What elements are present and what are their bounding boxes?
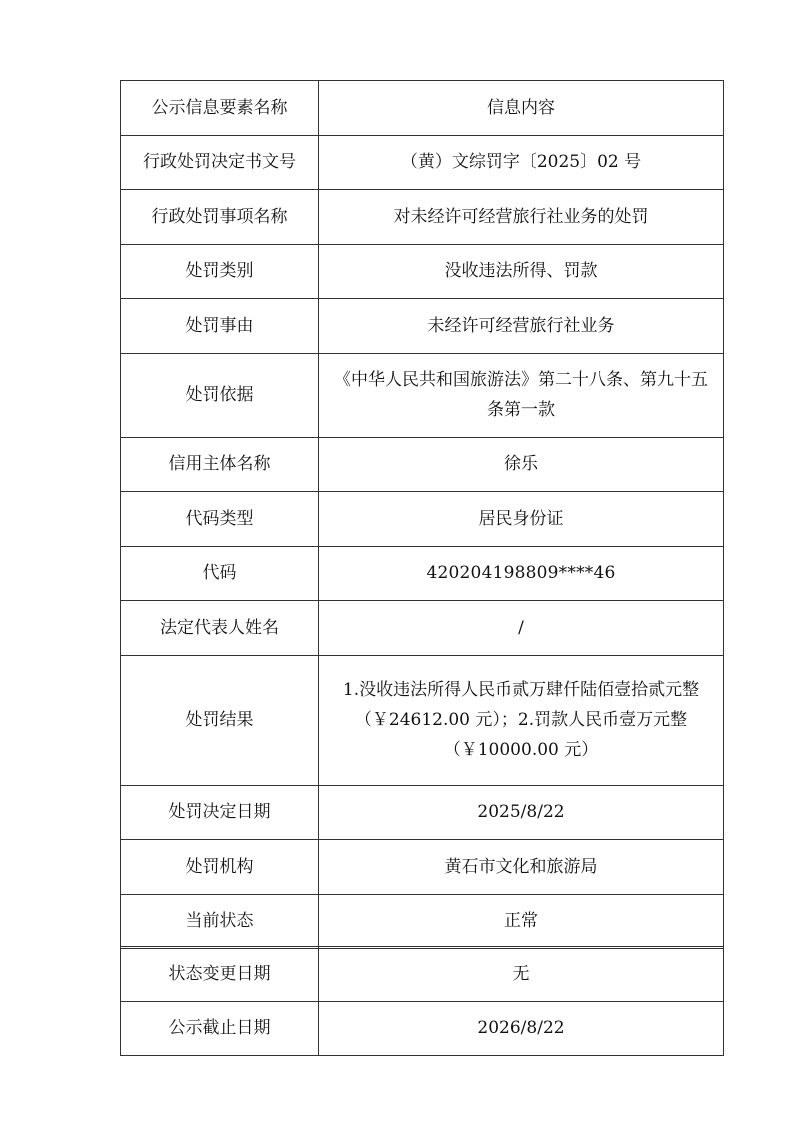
table-row <box>121 894 724 949</box>
table-row <box>121 135 724 190</box>
table-row <box>121 655 724 785</box>
field-value: / <box>319 601 724 656</box>
field-value: 对未经许可经营旅行社业务的处罚 <box>319 190 724 245</box>
penalty-info-table <box>120 80 724 949</box>
field-value: 居民身份证 <box>319 492 724 547</box>
field-label: 状态变更日期 <box>121 947 319 1002</box>
status-info-table <box>120 946 724 1056</box>
table-row <box>121 299 724 354</box>
field-value: （黄）文综罚字〔2025〕02 号 <box>319 135 724 190</box>
table-row <box>121 244 724 299</box>
table-row <box>121 947 724 1002</box>
field-label: 处罚结果 <box>121 655 319 785</box>
field-value: 无 <box>319 947 724 1002</box>
field-value: 徐乐 <box>319 437 724 492</box>
field-label: 当前状态 <box>121 894 319 949</box>
field-label: 行政处罚事项名称 <box>121 190 319 245</box>
field-value: 2025/8/22 <box>319 785 724 840</box>
table-row <box>121 353 724 437</box>
table-row <box>121 785 724 840</box>
field-value: 未经许可经营旅行社业务 <box>319 299 724 354</box>
field-label: 公示截止日期 <box>121 1001 319 1056</box>
table-row <box>121 81 724 136</box>
field-label: 处罚事由 <box>121 299 319 354</box>
field-value: 1.没收违法所得人民币贰万肆仟陆佰壹拾贰元整（￥24612.00 元）；2.罚款人民币壹万元整（￥10000.00 元） <box>319 655 724 785</box>
table-row <box>121 1001 724 1056</box>
field-label: 处罚类别 <box>121 244 319 299</box>
field-label: 行政处罚决定书文号 <box>121 135 319 190</box>
field-label: 代码 <box>121 546 319 601</box>
table-row <box>121 437 724 492</box>
field-label: 处罚机构 <box>121 840 319 895</box>
table-row <box>121 601 724 656</box>
field-value: 《中华人民共和国旅游法》第二十八条、第九十五条第一款 <box>319 353 724 437</box>
field-label: 处罚依据 <box>121 353 319 437</box>
field-value: 没收违法所得、罚款 <box>319 244 724 299</box>
table-row <box>121 190 724 245</box>
field-label: 信用主体名称 <box>121 437 319 492</box>
table-row <box>121 840 724 895</box>
field-value: 420204198809****46 <box>319 546 724 601</box>
table-row <box>121 546 724 601</box>
field-value: 2026/8/22 <box>319 1001 724 1056</box>
field-label: 处罚决定日期 <box>121 785 319 840</box>
field-value: 正常 <box>319 894 724 949</box>
field-label: 代码类型 <box>121 492 319 547</box>
field-value: 黄石市文化和旅游局 <box>319 840 724 895</box>
field-label: 公示信息要素名称 <box>121 81 319 136</box>
field-label: 法定代表人姓名 <box>121 601 319 656</box>
field-value: 信息内容 <box>319 81 724 136</box>
table-row <box>121 492 724 547</box>
